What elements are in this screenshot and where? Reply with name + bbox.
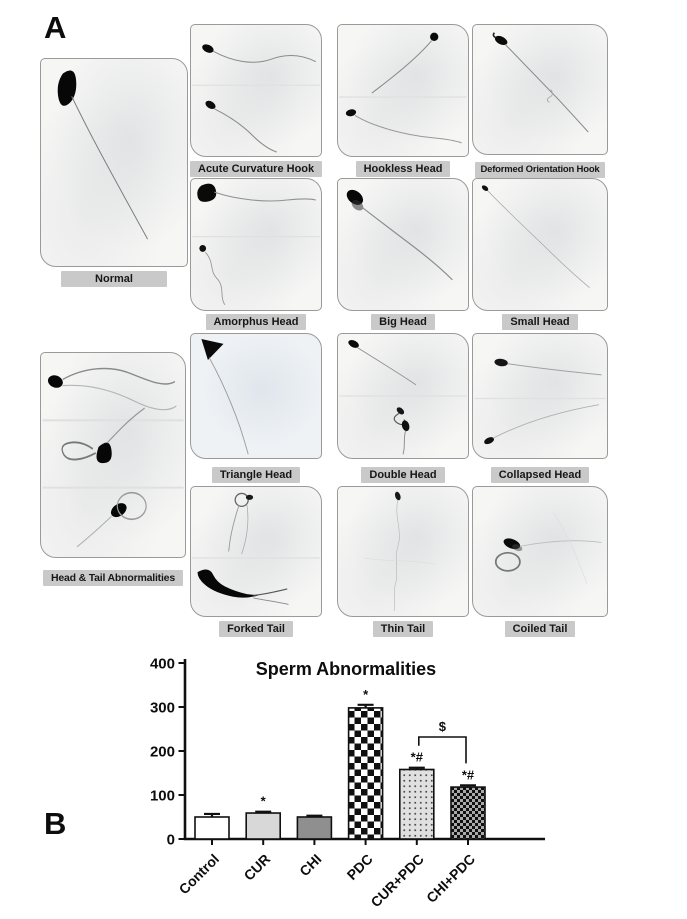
- label-collapsed-head: [472, 465, 608, 483]
- label-triangle-head: [190, 465, 322, 483]
- sperm-illustration-big-head: [338, 179, 468, 310]
- bar-chi: [297, 817, 331, 839]
- y-tick-label: 200: [149, 743, 175, 761]
- micrograph-collapsed-head: [472, 333, 608, 459]
- bar-cur: [246, 813, 280, 839]
- micrograph-hookless-head: [337, 24, 469, 157]
- micrograph-head-tail-abnormalities: [40, 352, 186, 558]
- label-coiled-tail: [472, 619, 608, 637]
- micrograph-deformed-orientation-hook: [472, 24, 608, 155]
- tile-label-text: Thin Tail: [373, 621, 433, 637]
- tile-label-text: Triangle Head: [212, 467, 300, 483]
- y-tick-label: 0: [166, 831, 175, 849]
- tile-label-text: Acute Curvature Hook: [190, 161, 322, 177]
- label-normal: [40, 269, 188, 287]
- annotation-pdc: *: [363, 686, 369, 702]
- label-head-tail-abnormalities: [28, 568, 198, 586]
- label-acute-curvature-hook: [190, 159, 322, 177]
- sperm-illustration-coiled-tail: [473, 487, 607, 616]
- micrograph-coiled-tail: [472, 486, 608, 617]
- label-double-head: [337, 465, 469, 483]
- label-thin-tail: [337, 619, 469, 637]
- tile-label-text: Hookless Head: [356, 161, 451, 177]
- sperm-illustration-triangle-head: [191, 334, 321, 458]
- micrograph-acute-curvature-hook: [190, 24, 322, 157]
- sperm-illustration-amorphus-head: [191, 179, 321, 310]
- micrograph-amorphus-head: [190, 178, 322, 311]
- tile-label-text: Coiled Tail: [505, 621, 576, 637]
- bar-control: [195, 817, 229, 839]
- y-tick-label: 400: [149, 655, 175, 673]
- tile-label-text: Forked Tail: [219, 621, 293, 637]
- sperm-illustration-normal: [41, 59, 187, 266]
- sperm-illustration-small-head: [473, 179, 607, 310]
- label-amorphus-head: [190, 312, 322, 330]
- micrograph-normal: [40, 58, 188, 267]
- x-tick-label-chi-pdc: CHI+PDC: [423, 850, 479, 906]
- annotation-cur: *: [260, 793, 266, 809]
- sperm-illustration-double-head: [338, 334, 468, 458]
- sperm-illustration-hookless-head: [338, 25, 468, 156]
- sperm-illustration-deformed-orientation-hook: [473, 25, 607, 154]
- annotation-cur-pdc: *#: [410, 749, 423, 765]
- label-deformed-orientation-hook: [472, 159, 608, 178]
- bar-pdc: [349, 708, 383, 839]
- y-tick-label: 300: [149, 699, 175, 717]
- tile-label-text: Normal: [61, 271, 167, 287]
- tile-label-text: Big Head: [371, 314, 435, 330]
- tile-label-text: Double Head: [361, 467, 444, 483]
- sperm-illustration-acute-curvature-hook: [191, 25, 321, 156]
- micrograph-forked-tail: [190, 486, 322, 617]
- sperm-abnormalities-chart: [88, 646, 628, 919]
- label-big-head: [337, 312, 469, 330]
- x-tick-label-pdc: PDC: [343, 850, 376, 884]
- panel-b-letter: B: [44, 806, 67, 841]
- micrograph-thin-tail: [337, 486, 469, 617]
- sperm-illustration-thin-tail: [338, 487, 468, 616]
- x-tick-label-cur-pdc: CUR+PDC: [367, 850, 427, 911]
- tile-label-text: Head & Tail Abnormalities: [43, 570, 183, 586]
- annotation-chi-pdc: *#: [461, 767, 475, 783]
- x-tick-label-chi: CHI: [296, 850, 325, 880]
- sperm-illustration-head-tail-abnormalities: [41, 353, 185, 557]
- tile-label-text: Deformed Orientation Hook: [475, 162, 604, 178]
- sperm-illustration-collapsed-head: [473, 334, 607, 458]
- x-tick-label-control: Control: [175, 850, 223, 898]
- bar-chart-svg: [88, 646, 628, 919]
- bar-cur-pdc: [400, 769, 434, 839]
- bar-chi-pdc: [451, 787, 485, 839]
- comparison-bracket: [419, 737, 466, 763]
- micrograph-small-head: [472, 178, 608, 311]
- label-small-head: [472, 312, 608, 330]
- micrograph-triangle-head: [190, 333, 322, 459]
- x-tick-label-cur: CUR: [240, 850, 274, 884]
- tile-label-text: Amorphus Head: [206, 314, 307, 330]
- micrograph-double-head: [337, 333, 469, 459]
- bracket-label: $: [438, 719, 447, 734]
- tile-label-text: Collapsed Head: [491, 467, 590, 483]
- chart-title: Sperm Abnormalities: [255, 659, 437, 679]
- y-tick-label: 100: [149, 787, 175, 805]
- sperm-illustration-forked-tail: [191, 487, 321, 616]
- label-hookless-head: [337, 159, 469, 177]
- panel-a-letter: A: [44, 10, 67, 45]
- tile-label-text: Small Head: [502, 314, 577, 330]
- micrograph-big-head: [337, 178, 469, 311]
- label-forked-tail: [190, 619, 322, 637]
